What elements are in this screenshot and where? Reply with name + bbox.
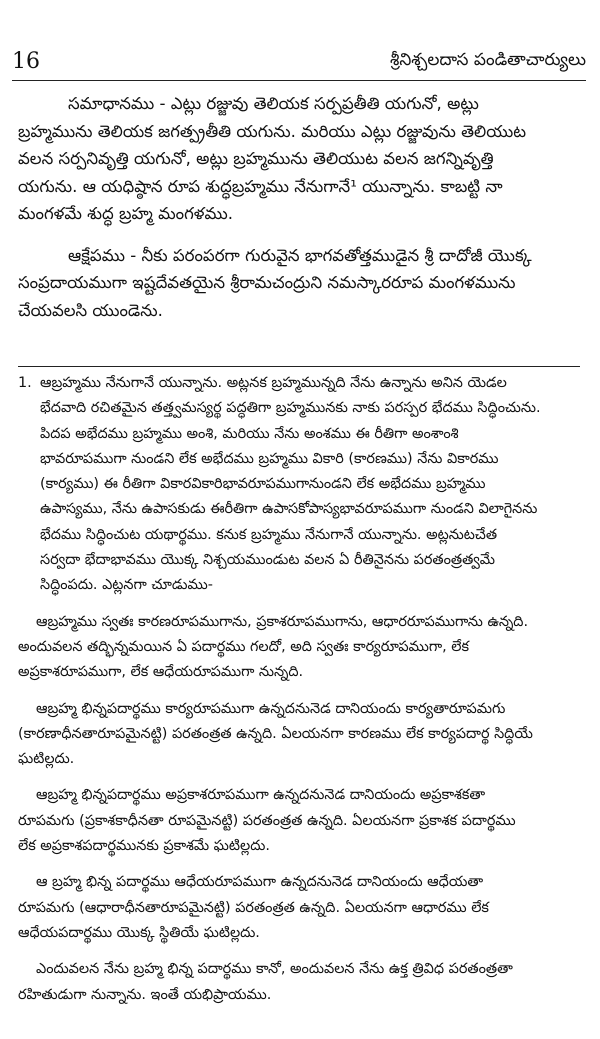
- paragraph-samadhanamu: సమాధానము - ఎట్లు రజ్జువు తెలియక సర్పప్రతీతి యగునో, అట్లు బ్రహ్మమును తెలియక జగత్ప్రతీతి యగును. మరియు ఎట్లు రజ్జువును తెలియుట వలన సర్పనివృత్తి యగునో, అట్లు బ్రహ్మమును తెలియుట వలన జగన్నివృత్తి యగును. ఆ యధిష్ఠాన రూప శుద్ధబ్రహ్మము నేనుగానే¹ యున్నాను. కాబట్టి నా మంగళమే శుద్ధ బ్రహ్మ మంగళము.: [18, 94, 527, 223]
- footnote-paragraph: ఆబ్రహ్మ భిన్నపదార్థము అప్రకాశరూపముగా ఉన్నదనునెడ దానియందు అప్రకాశకతా రూపమగు (ప్రకాశకాధీనతా రూపమైనట్టి) పరతంత్రత ఉన్నది. ఏలయనగా ప్రకాశక పదార్థము లేక అప్రకాశపదార్థమునకు ప్రకాశమే ఘటిల్లదు.: [18, 787, 516, 855]
- page-number: 16: [12, 49, 40, 74]
- main-text: [18, 90, 580, 338]
- footnote-paragraph: ఆబ్రహ్మ భిన్నపదార్థము కార్యరూపముగా ఉన్నదనునెడ దానియందు కార్యతారూపమగు (కారణాధీనతారూపమైనట్టి) పరతంత్రత ఉన్నది. ఏలయనగా కారణము లేక కార్యపదార్థ సిద్ధియే ఘటిల్లదు.: [18, 700, 533, 768]
- page-header: [12, 44, 586, 81]
- footnote-marker: 1.: [18, 375, 32, 391]
- footnote-paragraph: ఎందువలన నేను బ్రహ్మ భిన్న పదార్థము కానో, అందువలన నేను ఉక్త త్రివిధ పరతంత్రతా రహితుడుగా నున్నాను. ఇంతే యభిప్రాయము.: [18, 961, 513, 1003]
- running-title: శ్రీనిశ్చలదాస పండితాచార్యులు: [389, 50, 586, 70]
- footnote-text: ఆబ్రహ్మము నేనుగానే యున్నాను. అట్లనక బ్రహ్మమున్నది నేను ఉన్నాను అనిన యెడల భేదవాది రచితమైన తత్త్వమస్యర్థ పద్ధతిగా బ్రహ్మమునకు నాకు పరస్పర భేదము సిద్ధించును. పిదప అభేదము బ్రహ్మము అంశి, మరియు నేను అంశము ఈ రీతిగా అంశాంశి భావరూపముగా నుండని లేక అభేదము బ్రహ్మము వికారి (కారణము) నేను వికారము (కార్యము) ఈ రీతిగా వికారవికారిభావరూపముగానుండని లేక అభేదము బ్రహ్మము ఉపాస్యము, నేను ఉపాసకుడు ఈరీతిగా ఉపాసకోపాస్యభావరూపముగా నుండని విలాగైనను భేదము సిద్ధించుట యథార్థము. కనుక బ్రహ్మము నేనుగానే యున్నాను. అట్లనుటచేత సర్వదా భేదాభావము యొక్క నిశ్చయముండుట వలన ఏ రీతినైనను పరతంత్రత్వమే సిద్ధింపదు. ఎట్లనగా చూడుము-: [40, 375, 541, 594]
- footnote-paragraph: ఆబ్రహ్మము స్వతః కారణరూపముగాను, ప్రకాశరూపముగాను, ఆధారరూపముగాను ఉన్నది. అందువలన తద్భిన్నమయిన ఏ పదార్థము గలదో, అది స్వతః కార్యరూపముగా, లేక అప్రకాశరూపముగా, లేక ఆధేయరూపముగా నున్నది.: [18, 613, 529, 681]
- footnote-1: [18, 371, 580, 599]
- footnote-paragraph: ఆ బ్రహ్మ భిన్న పదార్థము ఆధేయరూపముగా ఉన్నదనునెడ దానియందు ఆధేయతా రూపమగు (ఆధారాధీనతారూపమైనట్టి) పరతంత్రత ఉన్నది. ఏలయనగా ఆధారము లేక ఆధేయపదార్థము యొక్క స్థితియే ఘటిల్లదు.: [18, 874, 489, 941]
- paragraph-akshepamu: ఆక్షేపము - నీకు పరంపరగా గురువైన భాగవతోత్తముడైన శ్రీ దాదోజీ యొక్క సంప్రదాయముగా ఇష్టదేవతయైన శ్రీరామచంద్రుని నమస్కారరూప మంగళమును చేయవలసి యుండెను.: [18, 245, 532, 320]
- footnotes-section: [18, 366, 580, 1019]
